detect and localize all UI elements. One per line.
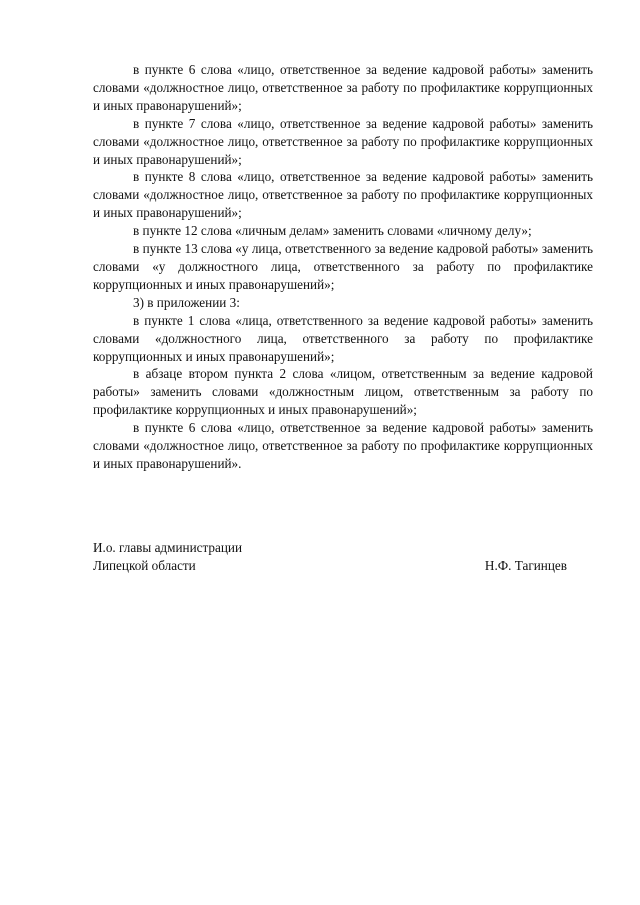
paragraph-item-7: в пункте 7 слова «лицо, ответственное за ведение кадровой работы» заменить словами «должностное лицо, ответственное за работу по профилактике коррупционных и иных правонарушений»; xyxy=(93,115,593,167)
signer-position-line2: Липецкой области xyxy=(93,558,196,573)
paragraph-item-8: в пункте 8 слова «лицо, ответственное за ведение кадровой работы» заменить словами «должностное лицо, ответственное за работу по профилактике коррупционных и иных правонарушений»; xyxy=(93,169,593,221)
paragraph-appendix3-item-2: в абзаце втором пункта 2 слова «лицом, ответственным за ведение кадровой работы» заменить словами «должностным лицом, ответственным за работу по профилактике коррупционных и иных правонарушений»; xyxy=(93,366,593,418)
signature-row xyxy=(93,557,593,575)
paragraph-appendix3-item-1: в пункте 1 слова «лица, ответственного за ведение кадровой работы» заменить словами «должностного лица, ответственного за работу по профилактике коррупционных и иных правонарушений»; xyxy=(93,312,593,364)
document-body xyxy=(93,61,593,473)
paragraph-appendix-3: 3) в приложении 3: xyxy=(133,294,240,310)
signer-name: Н.Ф. Тагинцев xyxy=(484,558,567,573)
signer-position-line1: И.о. главы администрации xyxy=(93,540,243,555)
paragraph-item-6: в пункте 6 слова «лицо, ответственное за ведение кадровой работы» заменить словами «должностное лицо, ответственное за работу по профилактике коррупционных и иных правонарушений»; xyxy=(93,62,593,113)
paragraph-appendix3-item-6: в пункте 6 слова «лицо, ответственное за ведение кадровой работы» заменить словами «должностное лицо, ответственное за работу по профилактике коррупционных и иных правонарушений». xyxy=(93,420,593,471)
paragraph-item-12: в пункте 12 слова «личным делам» заменить словами «личному делу»; xyxy=(133,223,532,239)
paragraph-item-13: в пункте 13 слова «у лица, ответственного за ведение кадровой работы» заменить словами «у должностного лица, ответственного за работу по профилактике коррупционных и иных правонарушений»; xyxy=(93,241,593,292)
signature-block xyxy=(93,539,593,575)
